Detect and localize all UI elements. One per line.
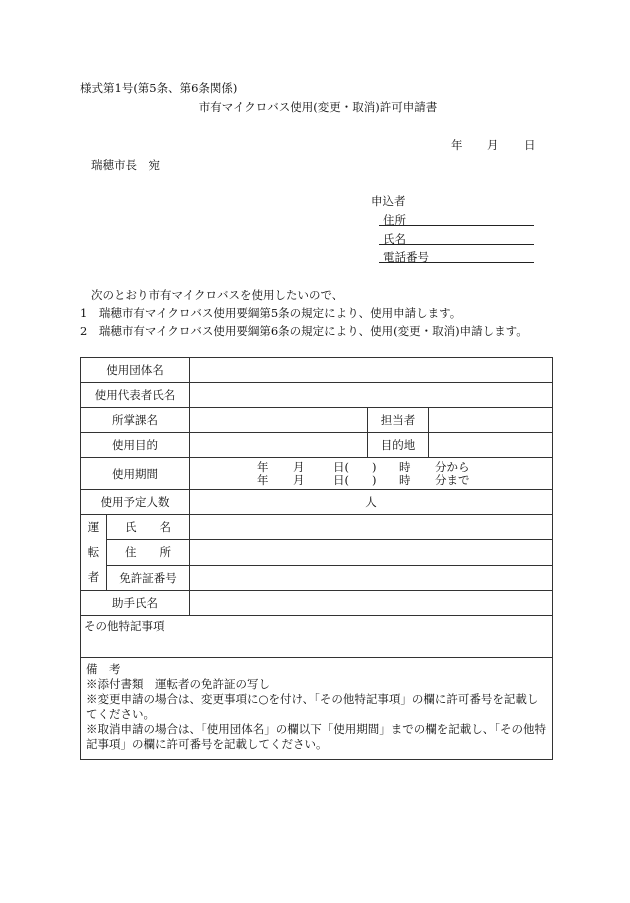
applicant-phone-field[interactable]: [379, 248, 534, 263]
period-end-minute: 分まで: [435, 472, 470, 487]
applicant-heading: 申込者: [371, 194, 406, 208]
group-name-field[interactable]: [190, 358, 553, 383]
driver-char-1: 運: [87, 520, 100, 534]
destination-label: 目的地: [368, 433, 429, 458]
addressee: 瑞穂市長 宛: [91, 158, 160, 172]
form-number: 様式第1号(第5条、第6条関係): [80, 81, 238, 95]
driver-license-field[interactable]: [190, 565, 553, 590]
period-end-month: 月: [293, 472, 305, 487]
driver-address-field[interactable]: [190, 540, 553, 565]
driver-char-2: 転: [87, 545, 100, 559]
date-month-label: 月: [487, 138, 499, 152]
other-notes-label: その他特記事項: [84, 619, 165, 633]
intro-option-1: 1 瑞穂市有マイクロバス使用要綱第5条の規定により、使用申請します。: [80, 306, 462, 320]
planned-people-field[interactable]: [190, 490, 553, 515]
period-start-day: 日( ): [333, 459, 377, 474]
planned-people-label: 使用予定人数: [81, 490, 190, 515]
representative-label: 使用代表者氏名: [81, 383, 190, 408]
remarks-line-1: ※添付書類 運転者の免許証の写し: [86, 677, 270, 691]
destination-field[interactable]: [429, 433, 553, 458]
department-label: 所掌課名: [81, 408, 190, 433]
driver-address-label: 住 所: [107, 540, 190, 565]
period-end-day: 日( ): [333, 472, 377, 487]
remarks-block: [81, 658, 552, 756]
date-year-label: 年: [451, 138, 463, 152]
period-start-minute: 分から: [435, 459, 470, 474]
period-field[interactable]: [190, 458, 553, 490]
remarks-line-2: ※変更申請の場合は、変更事項に○を付け、「その他特記事項」の欄に許可番号を記載してください。: [86, 692, 539, 721]
period-start-month: 月: [293, 459, 305, 474]
department-field[interactable]: [190, 408, 368, 433]
application-table: [80, 357, 553, 760]
period-start-year: 年: [257, 459, 269, 474]
period-start-line: [190, 461, 552, 474]
driver-name-label: 氏 名: [107, 515, 190, 540]
form-title: [0, 99, 630, 115]
applicant-name-field[interactable]: [379, 230, 534, 245]
period-label: 使用期間: [81, 458, 190, 490]
assistant-field[interactable]: [190, 591, 553, 616]
representative-field[interactable]: [190, 383, 553, 408]
remarks-heading: 備 考: [86, 662, 121, 676]
period-end-hour: 時: [399, 472, 411, 487]
applicant-name-label: 氏名: [383, 232, 406, 246]
remarks-line-3: ※取消申請の場合は、「使用団体名」の欄以下「使用期間」までの欄を記載し、「その他特記事項」の欄に許可番号を記載してください。: [86, 722, 546, 751]
person-in-charge-field[interactable]: [429, 408, 553, 433]
date-day-label: 日: [524, 138, 536, 152]
period-start-hour: 時: [399, 459, 411, 474]
assistant-label: 助手氏名: [81, 591, 190, 616]
period-end-line: [190, 474, 552, 487]
driver-name-field[interactable]: [190, 515, 553, 540]
intro-option-2: 2 瑞穂市有マイクロバス使用要綱第6条の規定により、使用(変更・取消)申請します。: [80, 324, 528, 338]
form-title-text: 市有マイクロバス使用(変更・取消)許可申請書: [198, 100, 438, 114]
driver-char-3: 者: [87, 570, 100, 584]
purpose-field[interactable]: [190, 433, 368, 458]
driver-license-label: 免許証番号: [107, 565, 190, 590]
remarks-cell: [81, 658, 553, 760]
group-name-label: 使用団体名: [81, 358, 190, 383]
other-notes-field[interactable]: [81, 616, 553, 658]
applicant-address-label: 住所: [383, 213, 406, 227]
people-unit: 人: [365, 495, 377, 509]
intro-lead: 次のとおり市有マイクロバスを使用したいので、: [91, 288, 344, 302]
person-in-charge-label: 担当者: [368, 408, 429, 433]
applicant-phone-label: 電話番号: [383, 250, 429, 264]
purpose-label: 使用目的: [81, 433, 190, 458]
period-end-year: 年: [257, 472, 269, 487]
applicant-address-field[interactable]: [379, 211, 534, 226]
driver-group-label: [81, 515, 107, 591]
